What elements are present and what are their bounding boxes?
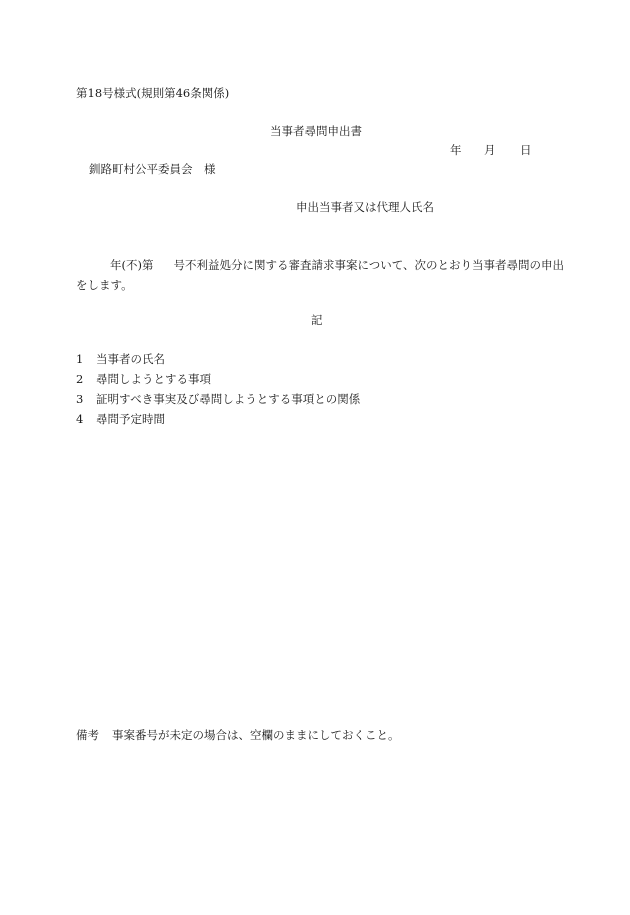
remark-text: 事案番号が未定の場合は、空欄のままにしておくこと。 (112, 728, 400, 742)
remark-note (76, 728, 400, 742)
case-description: 号不利益処分に関する審査請求事案について、次のとおり当事者尋問の申出をします。 (76, 258, 565, 292)
ki-heading: 記 (311, 313, 323, 327)
addressee: 釧路町村公平委員会 様 (89, 162, 216, 176)
item-number: 2 (76, 372, 84, 386)
item-text: 尋問しようとする事項 (96, 372, 211, 386)
remark-label: 備考 (76, 728, 99, 742)
list-item (76, 349, 360, 369)
item-number: 4 (76, 412, 84, 426)
request-body-text (76, 255, 566, 295)
applicant-name-label: 申出当事者又は代理人氏名 (296, 200, 434, 214)
form-number: 第18号様式(規則第46条関係) (76, 86, 230, 100)
item-text: 尋問予定時間 (96, 412, 165, 426)
list-item (76, 409, 360, 429)
date-line (450, 143, 532, 157)
item-number: 3 (76, 392, 84, 406)
date-day-label: 日 (520, 143, 532, 157)
document-title: 当事者尋問申出書 (270, 124, 362, 138)
item-text: 証明すべき事実及び尋問しようとする事項との関係 (96, 392, 361, 406)
list-item (76, 369, 360, 389)
case-year-label: 年(不)第 (110, 258, 154, 272)
item-text: 当事者の氏名 (96, 352, 165, 366)
item-number: 1 (76, 352, 84, 366)
list-item (76, 389, 360, 409)
date-year-label: 年 (450, 143, 462, 157)
item-list (76, 349, 360, 429)
date-month-label: 月 (484, 143, 496, 157)
